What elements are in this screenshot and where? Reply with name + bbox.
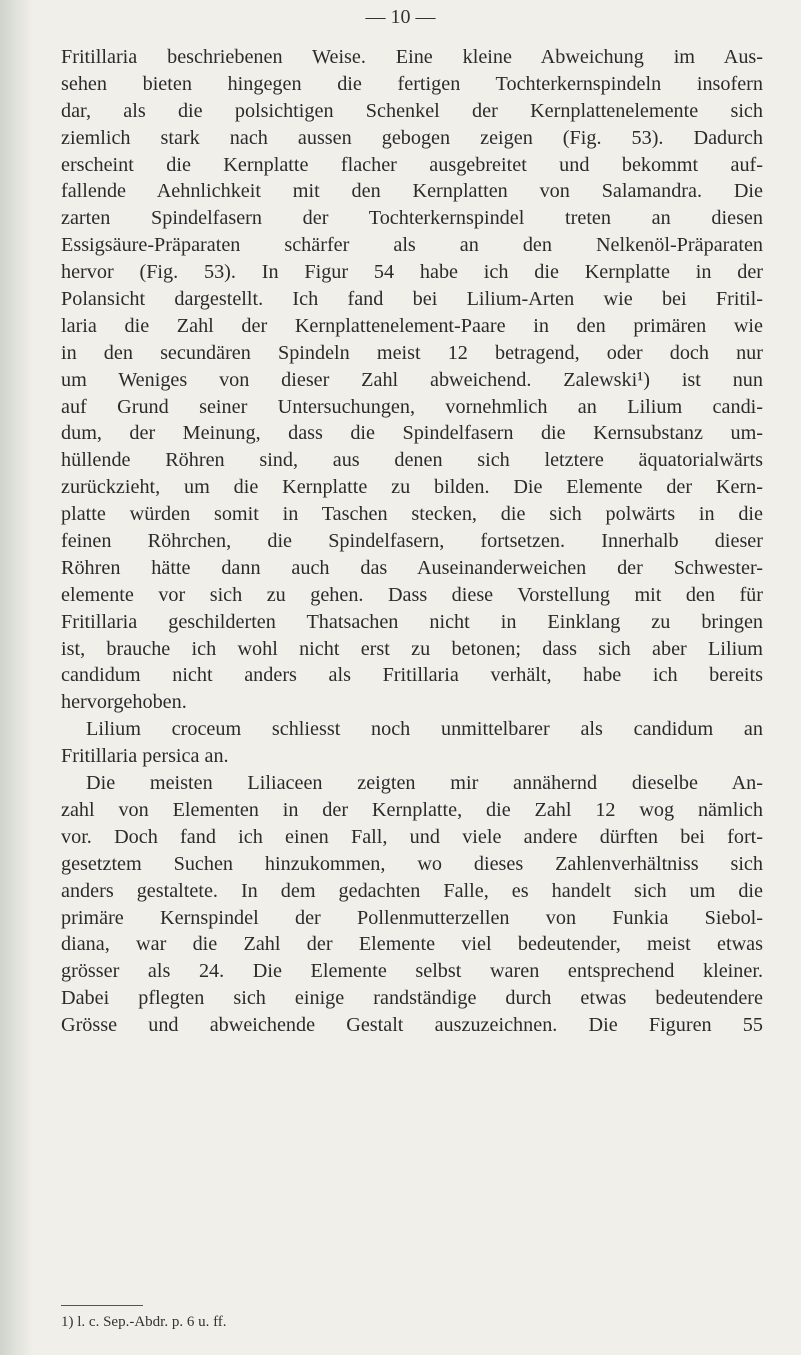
page-edge-shadow (0, 0, 34, 1355)
text-line: dum, der Meinung, dass die Spindelfasern die Kernsubstanz um- (61, 422, 763, 445)
text-line: Polansicht dargestellt. Ich fand bei Lilium-Arten wie bei Fritil- (61, 288, 763, 311)
text-line: Lilium croceum schliesst noch unmittelbarer als candidum an (86, 718, 763, 741)
text-line: vor. Doch fand ich einen Fall, und viele andere dürften bei fort- (61, 825, 763, 848)
text-line: gesetztem Suchen hinzukommen, wo dieses Zahlenverhältniss sich (61, 852, 763, 875)
text-line: sehen bieten hingegen die fertigen Tochterkernspindeln insofern (61, 72, 763, 95)
footnote: 1) l. c. Sep.-Abdr. p. 6 u. ff. (61, 1314, 227, 1330)
text-line: anders gestaltete. In dem gedachten Falle, es handelt sich um die (61, 879, 763, 902)
text-line: auf Grund seiner Untersuchungen, vornehmlich an Lilium candi- (61, 395, 763, 418)
text-line: elemente vor sich zu gehen. Dass diese Vorstellung mit den für (61, 583, 763, 606)
text-line: zurückzieht, um die Kernplatte zu bilden. Die Elemente der Kern- (61, 476, 763, 499)
text-line: laria die Zahl der Kernplattenelement-Paare in den primären wie (61, 314, 763, 337)
text-line: zahl von Elementen in der Kernplatte, die Zahl 12 wog nämlich (61, 798, 763, 821)
text-line: hervorgehoben. (61, 691, 187, 714)
text-line: erscheint die Kernplatte flacher ausgebreitet und bekommt auf- (61, 153, 763, 176)
text-line: in den secundären Spindeln meist 12 betragend, oder doch nur (61, 341, 763, 364)
text-line: primäre Kernspindel der Pollenmutterzellen von Funkia Siebol- (61, 906, 763, 929)
text-line: Grösse und abweichende Gestalt auszuzeichnen. Die Figuren 55 (61, 1014, 763, 1037)
text-line: zarten Spindelfasern der Tochterkernspindel treten an diesen (61, 207, 763, 230)
text-line: Die meisten Liliaceen zeigten mir annähernd dieselbe An- (86, 772, 763, 795)
text-line: hüllende Röhren sind, aus denen sich letztere äquatorialwärts (61, 449, 763, 472)
text-line: ist, brauche ich wohl nicht erst zu betonen; dass sich aber Lilium (61, 637, 763, 660)
text-line: Fritillaria persica an. (61, 745, 229, 768)
text-line: fallende Aehnlichkeit mit den Kernplatten von Salamandra. Die (61, 180, 763, 203)
text-line: Fritillaria beschriebenen Weise. Eine kleine Abweichung im Aus- (61, 46, 763, 68)
text-line: diana, war die Zahl der Elemente viel bedeutender, meist etwas (61, 933, 763, 956)
text-line: Röhren hätte dann auch das Auseinanderweichen der Schwester- (61, 556, 763, 579)
page-number: — 10 — (365, 6, 436, 28)
text-line: Fritillaria geschilderten Thatsachen nicht in Einklang zu bringen (61, 610, 763, 633)
footnote-divider (61, 1305, 143, 1306)
text-line: Essigsäure-Präparaten schärfer als an den Nelkenöl-Präparaten (61, 234, 763, 257)
text-line: candidum nicht anders als Fritillaria verhält, habe ich bereits (61, 664, 763, 687)
text-line: Dabei pflegten sich einige randständige durch etwas bedeutendere (61, 987, 763, 1010)
text-line: platte würden somit in Taschen stecken, die sich polwärts in die (61, 503, 763, 526)
text-line: grösser als 24. Die Elemente selbst waren entsprechend kleiner. (61, 960, 763, 983)
text-line: feinen Röhrchen, die Spindelfasern, fortsetzen. Innerhalb dieser (61, 530, 763, 553)
text-line: ziemlich stark nach aussen gebogen zeigen (Fig. 53). Dadurch (61, 126, 763, 149)
text-line: um Weniges von dieser Zahl abweichend. Zalewski¹) ist nun (61, 368, 763, 391)
text-line: dar, als die polsichtigen Schenkel der Kernplattenelemente sich (61, 99, 763, 122)
body-text (61, 44, 763, 1039)
text-line: hervor (Fig. 53). In Figur 54 habe ich die Kernplatte in der (61, 261, 763, 284)
